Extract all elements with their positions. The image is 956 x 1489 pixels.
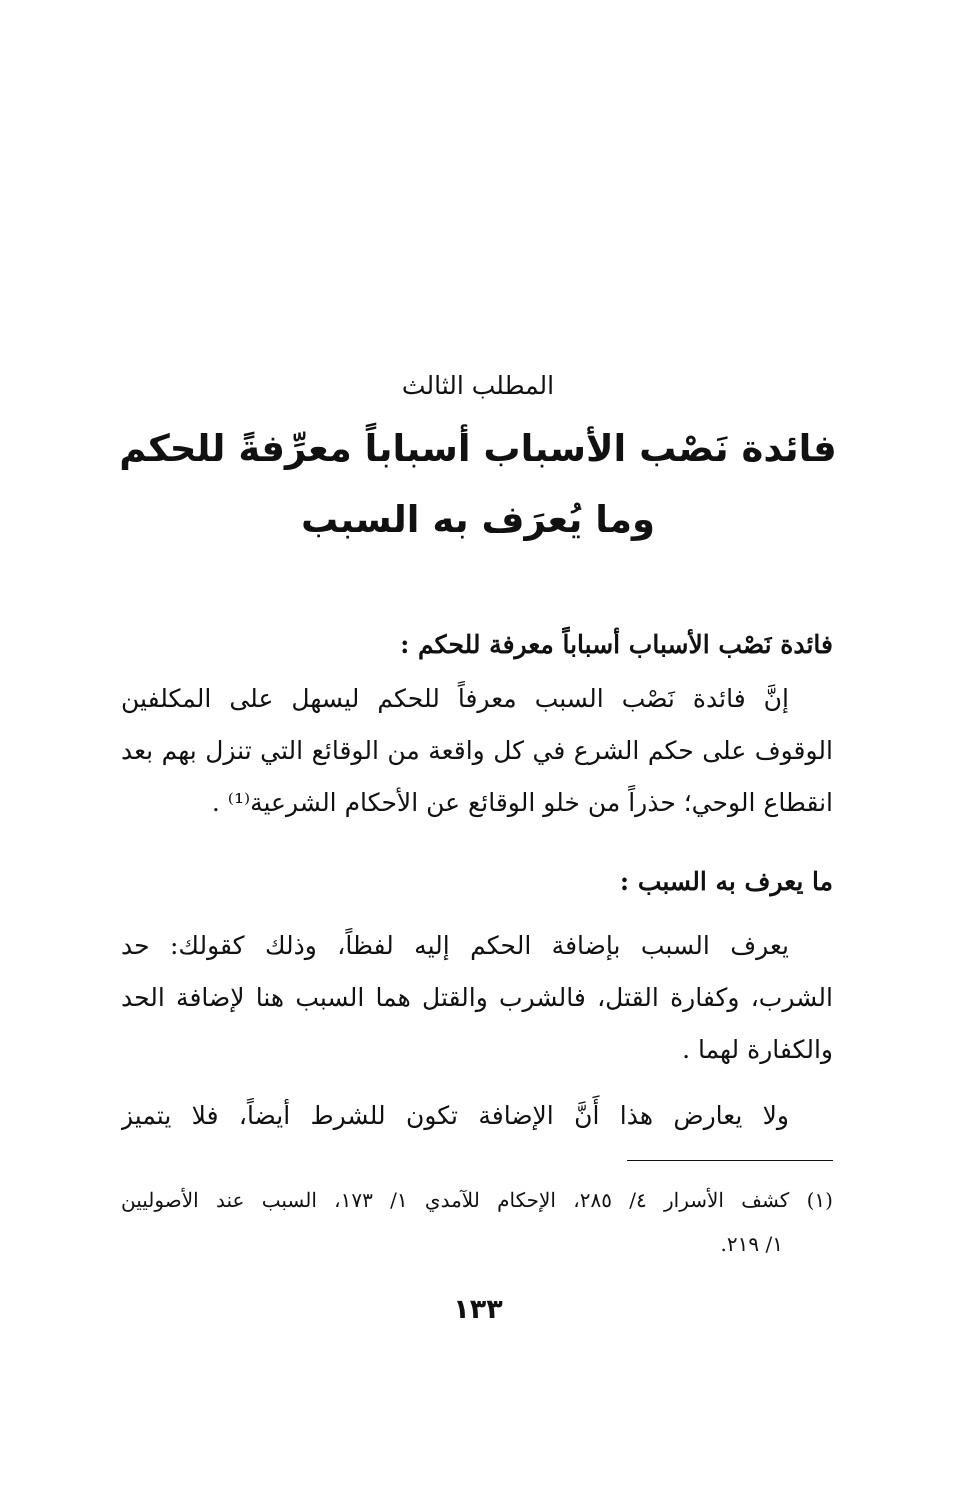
footnote-divider [627,1160,833,1161]
text-line: إنَّ فائدة نَصْب السبب معرفاً للحكم ليسهل على المكلفين [121,684,789,713]
paragraph-objection [121,1090,833,1142]
text-line: انقطاع الوحي؛ حذراً من خلو الوقائع عن الأحكام الشرعية⁽¹⁾ . [211,788,833,817]
subheading-how-known: ما يعرف به السبب : [619,867,833,896]
text-line: الوقوف على حكم الشرع في كل واقعة من الوقائع التي تنزل بهم بعد [121,736,833,765]
paragraph-benefit [121,673,833,829]
text-line: والكفارة لهما . [682,1035,833,1064]
footnote-line: (١) كشف الأسرار ٤/ ٢٨٥، الإحكام للآمدي ١/ ١٧٣، السبب عند الأصوليين [121,1188,833,1212]
section-label: المطلب الثالث [401,371,555,400]
chapter-title-line-2: وما يُعرَف به السبب [300,498,656,541]
text-line: ولا يعارض هذا أَنَّ الإضافة تكون للشرط أيضاً، فلا يتميز [121,1101,789,1130]
text-line: الشرب، وكفارة القتل، فالشرب والقتل هما السبب هنا لإضافة الحد [121,983,833,1012]
paragraph-how-known [121,920,833,1076]
footnote [121,1178,833,1266]
chapter-title-line-1: فائدة نَصْب الأسباب أسباباً معرِّفةً للحكم [119,427,837,470]
subheading-benefit: فائدة نَصْب الأسباب أسباباً معرفة للحكم : [400,630,833,659]
text-line: يعرف السبب بإضافة الحكم إليه لفظاً، وذلك كقولك: حد [121,931,789,960]
footnote-line: ١/ ٢١٩. [720,1232,783,1256]
page-number: ١٣٣ [453,1294,503,1325]
